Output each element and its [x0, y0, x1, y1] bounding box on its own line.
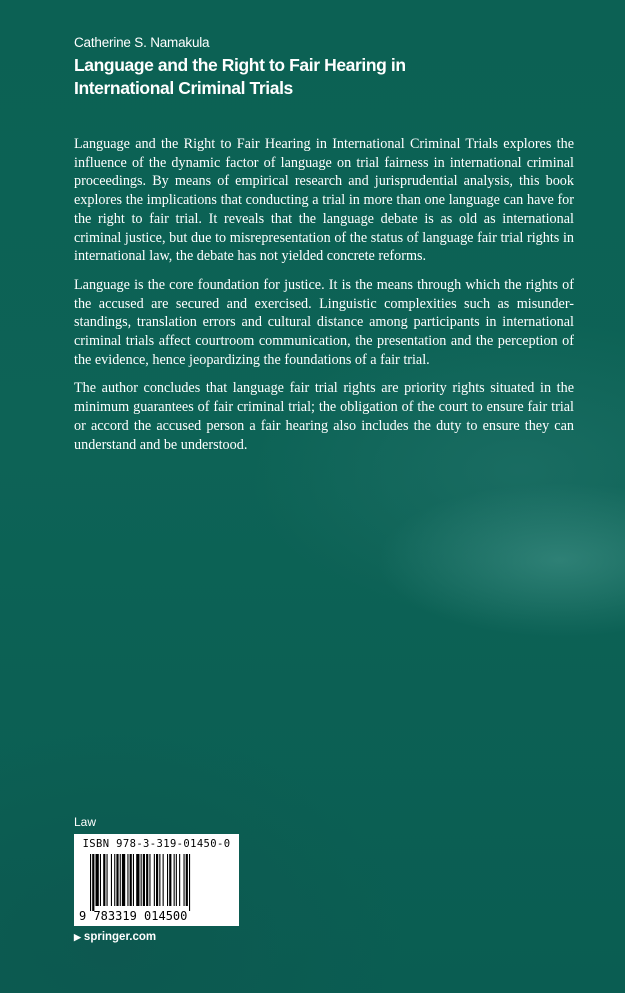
barcode-bar — [103, 854, 105, 906]
barcode-bar — [127, 854, 128, 906]
subject-category: Law — [74, 815, 97, 829]
description-paragraph: The author concludes that language fair trial rights are priority rights situated in the minimum guarantees of fair criminal trial; the obligation of the court to ensure fair trial or accord the accused person a fair hearing also includes the duty to ensure they can understand and be understood. — [74, 380, 574, 453]
barcode-bar — [189, 854, 190, 911]
isbn-label: ISBN 978-3-319-01450-0 — [82, 838, 231, 850]
title-line: International Criminal Trials — [74, 78, 293, 98]
author-name: Catherine S. Namakula — [74, 35, 210, 50]
barcode-bar — [169, 854, 171, 906]
barcode-bar — [143, 854, 145, 906]
barcode-bar — [107, 854, 108, 906]
barcode-bar — [136, 854, 139, 906]
barcode-bar — [122, 854, 125, 906]
barcode-bar — [154, 854, 155, 906]
barcode-bar — [159, 854, 160, 906]
barcode-bar — [133, 854, 134, 906]
barcode-bar — [120, 854, 121, 906]
barcode-bar — [156, 854, 158, 906]
book-title — [74, 54, 494, 100]
barcode-bar — [174, 854, 175, 906]
description-paragraph: Language is the core foundation for justice. It is the means through which the rights of the accused are secured and exercised. Linguistic complexities such as misunder-standings, translation errors and cultural distance among participants in international criminal trials affect courtroom communication, the presentation and the perception of the evidence, hence jeopardizing the foundations of a fair trial. — [74, 276, 574, 368]
barcode-digits: 9 783319 014500 — [79, 909, 188, 923]
barcode-bar — [116, 854, 118, 906]
barcode-bar — [146, 854, 148, 906]
publisher-link[interactable] — [74, 931, 156, 943]
barcode-bar — [92, 854, 94, 911]
barcode-bars — [88, 854, 228, 911]
barcode-bar — [186, 854, 188, 906]
barcode-bar — [176, 854, 177, 906]
barcode-bar — [114, 854, 115, 906]
barcode-bar — [167, 854, 168, 906]
barcode-bar — [130, 854, 132, 906]
barcode-bar — [96, 854, 99, 906]
publisher-url: springer.com — [83, 931, 157, 943]
barcode-bar — [100, 854, 101, 906]
barcode-bar — [149, 854, 150, 906]
book-description — [74, 135, 574, 464]
barcode-bar — [179, 854, 180, 906]
barcode-bar — [163, 854, 164, 906]
description-paragraph: Language and the Right to Fair Hearing in International Criminal Trials explores the influence of the dynamic factor of language on trial fairness in international criminal proceedings. By means of empirical research and jurisprudential analysis, this book explores the implications that conducting a trial in more than one language can have for the right to fair trial. It reveals that the language debate is as old as international criminal justice, but due to misrepresentation of the status of language fair trial rights in international law, the debate has not yielded concrete reforms. — [74, 136, 574, 265]
barcode-bar — [184, 854, 185, 906]
barcode-bar — [141, 854, 142, 906]
barcode-bar — [111, 854, 112, 906]
title-line: Language and the Right to Fair Hearing in — [74, 55, 406, 75]
barcode-bar — [90, 854, 91, 911]
triangle-right-icon: ▶ — [74, 932, 81, 942]
barcode-box — [74, 834, 239, 926]
